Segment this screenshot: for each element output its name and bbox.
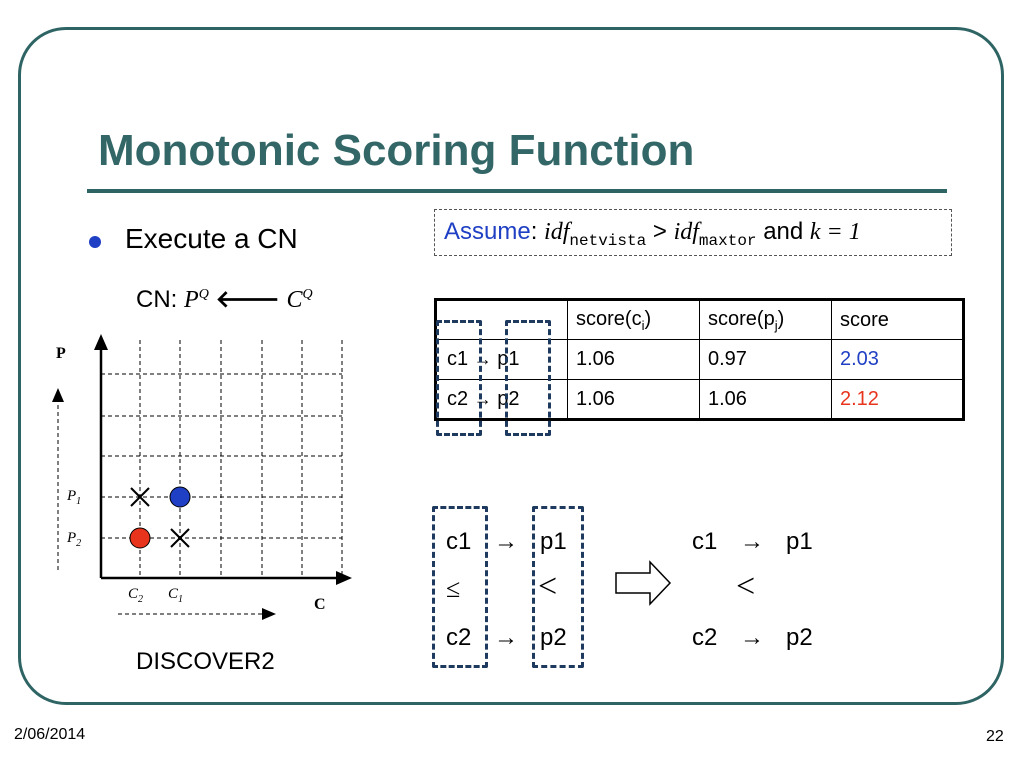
right-arrow-icon: → — [473, 349, 492, 369]
row-score-c: 1.06 — [568, 380, 700, 420]
idf-2: idf — [673, 219, 699, 245]
p1-label: $P_1$ — [67, 488, 82, 507]
deriv-leq: ≤ — [446, 574, 461, 603]
p2-label: $P_2$ — [67, 530, 82, 549]
x-axis-label: C — [314, 596, 326, 613]
cn-p: P — [184, 287, 199, 313]
result-lt: < — [736, 568, 756, 605]
c1-label: $C_1$ — [168, 586, 184, 605]
row-score-p: 1.06 — [700, 380, 832, 420]
row-pair: c2 → p2 — [436, 380, 568, 420]
result-p2: p2 — [786, 624, 813, 651]
row-score-p: 0.97 — [700, 340, 832, 380]
c2-label: $C_2$ — [128, 586, 144, 605]
gt-sign: > — [652, 218, 667, 245]
header-score: score — [832, 300, 964, 340]
idf-1: idf — [544, 219, 570, 245]
right-arrow-icon: → — [473, 388, 492, 409]
deriv-p2: p2 — [540, 624, 567, 651]
cn-c: C — [286, 287, 303, 313]
deriv-c2: c2 — [446, 624, 472, 651]
idf-sub-1: netvista — [569, 232, 647, 250]
row-score: 2.03 — [832, 340, 964, 380]
slide-title: Monotonic Scoring Function — [98, 126, 695, 175]
assume-colon: : — [530, 218, 538, 245]
row-score-c: 1.06 — [568, 340, 700, 380]
header-score-p: $score(p_j)$ — [700, 300, 832, 340]
and-word: and — [763, 218, 804, 245]
idf-sub-2: maxtor — [698, 232, 757, 250]
deriv-lt: < — [538, 568, 558, 605]
right-arrow-icon: → — [740, 624, 764, 651]
row-score: 2.12 — [832, 380, 964, 420]
right-arrow-icon: → — [494, 528, 518, 555]
discover-grid-diagram — [40, 330, 360, 630]
row-pair: c1 → p1 — [436, 340, 568, 380]
bullet-icon — [89, 236, 101, 248]
title-underline — [87, 189, 947, 193]
cn-p-sup: Q — [198, 287, 209, 302]
cn-expression — [136, 284, 313, 314]
y-axis-label: P — [56, 345, 66, 362]
assumption-text — [444, 218, 861, 250]
assume-label: Assume — [444, 218, 531, 245]
bullet-text: Execute a CN — [125, 223, 298, 254]
result-p1: p1 — [786, 528, 813, 555]
table-p-column-box — [505, 320, 551, 436]
deriv-p1: p1 — [540, 528, 567, 555]
k-expr: k = 1 — [809, 219, 861, 245]
deriv-c1: c1 — [446, 528, 472, 555]
diagram-caption: DISCOVER2 — [136, 648, 275, 675]
cn-c-sup: Q — [302, 287, 313, 302]
left-arrow-icon: 🡐 — [215, 286, 280, 313]
implies-arrow-icon — [614, 560, 672, 606]
result-c2: c2 — [692, 624, 718, 651]
right-arrow-icon: → — [494, 624, 518, 651]
header-score-c: $score(c_i)$ — [568, 300, 700, 340]
cn-prefix: CN: — [136, 286, 178, 313]
right-arrow-icon: → — [740, 528, 764, 555]
result-c1: c1 — [692, 528, 718, 555]
table-c-column-box — [436, 320, 482, 436]
page-number: 22 — [986, 728, 1004, 745]
footer-date: 2/06/2014 — [14, 726, 86, 743]
